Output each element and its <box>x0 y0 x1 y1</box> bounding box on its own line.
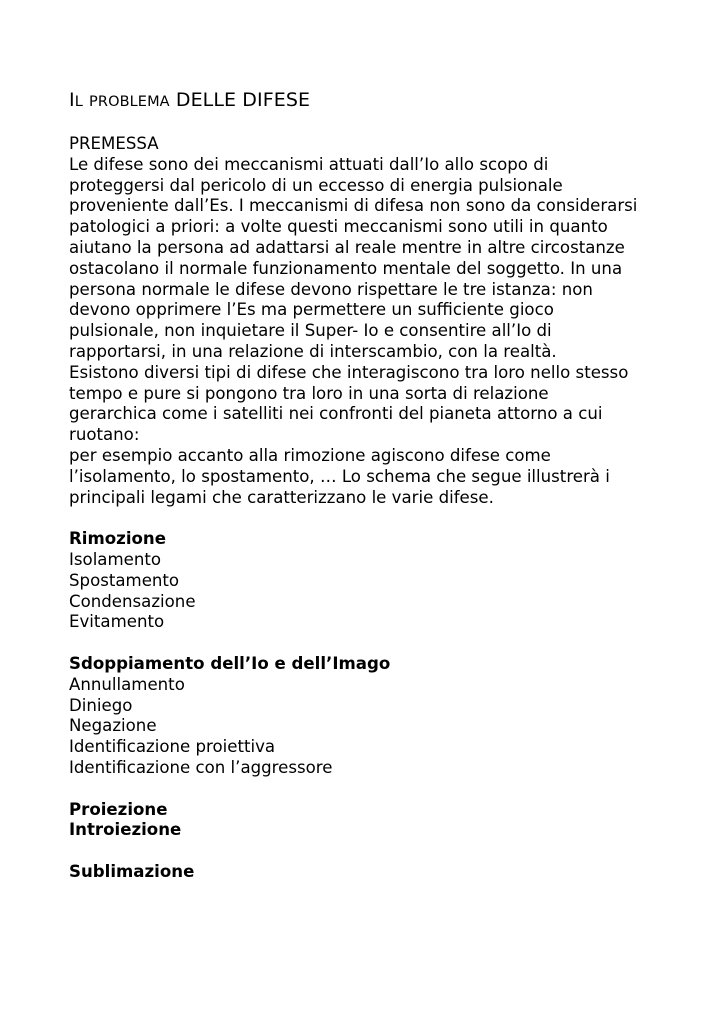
paragraph-line: principali legami che caratterizzano le varie difese. <box>69 487 494 507</box>
paragraph-line: per esempio accanto alla rimozione agiscono difese come <box>69 445 551 465</box>
paragraph-line: l’isolamento, lo spostamento, … Lo schema che segue illustrerà i <box>69 466 610 486</box>
spacer <box>69 633 669 654</box>
paragraph-line: tempo e pure si pongono tra loro in una sorta di relazione <box>69 383 549 403</box>
list-item: Negazione <box>69 716 157 736</box>
document-page <box>69 88 669 883</box>
list-item: Condensazione <box>69 591 196 611</box>
group-heading-introiezione: Introiezione <box>69 820 182 840</box>
paragraph-line: ostacolano il normale funzionamento mentale del soggetto. In una <box>69 258 623 278</box>
paragraph-line: proteggersi dal pericolo di un eccesso di energia pulsionale <box>69 175 563 195</box>
paragraph-line: ruotano: <box>69 425 140 445</box>
list-item: Spostamento <box>69 570 180 590</box>
list-item: Identificazione proiettiva <box>69 737 276 757</box>
spacer <box>69 779 669 800</box>
title-rest: DELLE DIFESE <box>175 89 311 111</box>
title-initial: I <box>69 89 75 111</box>
group-heading-sdoppiamento: Sdoppiamento dell’Io e dell’Imago <box>69 653 391 673</box>
spacer <box>69 508 669 529</box>
list-item: Identificazione con l’aggressore <box>69 757 333 777</box>
document-title <box>69 88 669 114</box>
list-item: Evitamento <box>69 612 165 632</box>
paragraph-line: devono opprimere l’Es ma permettere un sufficiente gioco <box>69 300 554 320</box>
paragraph-line: pulsionale, non inquietare il Super- Io e consentire all’Io di <box>69 321 552 341</box>
title-small-caps-problema: PROBLEMA <box>89 94 170 110</box>
premessa-label: PREMESSA <box>69 134 159 153</box>
paragraph-line: proveniente dall’Es. I meccanismi di difesa non sono da considerarsi <box>69 196 638 216</box>
group-heading-sublimazione: Sublimazione <box>69 861 195 881</box>
title-small-caps-l: L <box>74 94 83 110</box>
list-item: Diniego <box>69 695 133 715</box>
premessa-section <box>69 134 669 883</box>
paragraph-line: Esistono diversi tipi di difese che interagiscono tra loro nello stesso <box>69 362 629 382</box>
paragraph-line: aiutano la persona ad adattarsi al reale mentre in altre circostanze <box>69 237 625 257</box>
group-heading-rimozione: Rimozione <box>69 529 166 549</box>
paragraph-line: patologici a priori: a volte questi meccanismi sono utili in quanto <box>69 217 608 237</box>
paragraph-line: gerarchica come i satelliti nei confronti del pianeta attorno a cui <box>69 404 603 424</box>
paragraph-line: rapportarsi, in una relazione di interscambio, con la realtà. <box>69 341 557 361</box>
paragraph-line: persona normale le difese devono rispettare le tre istanza: non <box>69 279 593 299</box>
list-item: Annullamento <box>69 674 185 694</box>
paragraph-line: Le difese sono dei meccanismi attuati dall’Io allo scopo di <box>69 154 549 174</box>
spacer <box>69 841 669 862</box>
group-heading-proiezione: Proiezione <box>69 799 168 819</box>
list-item: Isolamento <box>69 549 162 569</box>
